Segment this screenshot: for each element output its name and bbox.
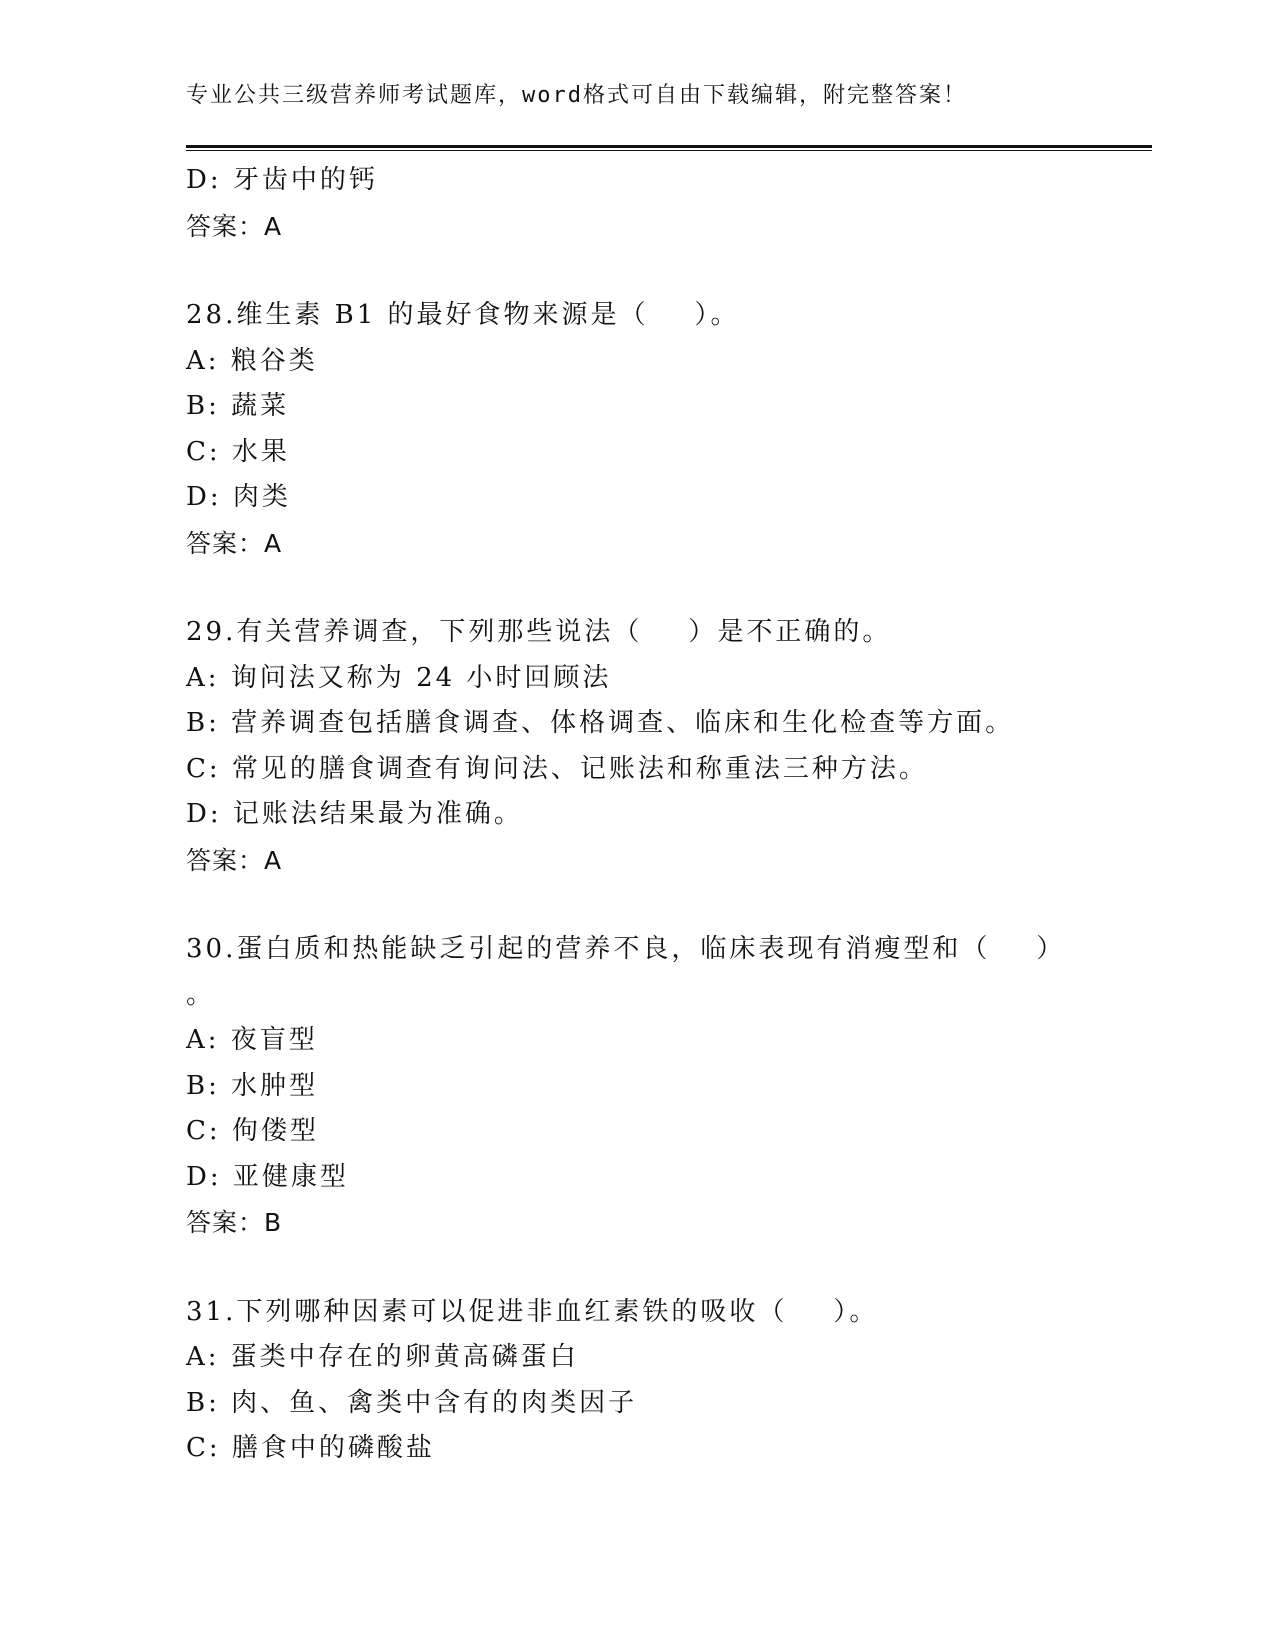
- option-d: D: 记账法结果最为准确。: [186, 799, 523, 829]
- option-c: C: 佝偻型: [186, 1116, 319, 1146]
- spacer: [186, 883, 1086, 927]
- header-rule-thick: [186, 145, 1152, 148]
- option-a: A: 蛋类中存在的卵黄高磷蛋白: [186, 1342, 579, 1372]
- option-d: D: 亚健康型: [186, 1161, 349, 1192]
- question-stem-end: ）。: [694, 300, 740, 330]
- option-a: A: 夜盲型: [186, 1025, 318, 1055]
- question-stem: [186, 610, 1086, 656]
- question-stem-end: ）: [1036, 934, 1066, 964]
- option-d: D: 肉类: [186, 482, 291, 512]
- option-c: C: 常见的膳食调查有询问法、记账法和称重法三种方法。: [186, 753, 928, 784]
- spacer: [186, 1246, 1086, 1290]
- question-stem-end: ）。: [833, 1296, 879, 1327]
- option-c: C: 水果: [186, 436, 290, 467]
- option-c: C: 膳食中的磷酸盐: [186, 1433, 435, 1463]
- option-b: B: 营养调查包括膳食调查、体格调查、临床和生化检查等方面。: [186, 708, 1015, 738]
- answer: 答案：A: [186, 845, 283, 875]
- option-b: B: 水肿型: [186, 1070, 319, 1101]
- question-stem-text: 29.有关营养调查，下列那些说法（: [186, 617, 643, 647]
- question-stem-text: 31.下列哪种因素可以促进非血红素铁的吸收（: [186, 1296, 788, 1327]
- question-stem-wrap: 。: [186, 979, 216, 1010]
- answer: 答案：B: [186, 1208, 283, 1237]
- page-header: 专业公共三级营养师考试题库，word格式可自由下载编辑，附完整答案！: [186, 83, 967, 108]
- option-a: A: 询问法又称为 24 小时回顾法: [186, 662, 612, 693]
- question-stem-end: ）是不正确的。: [688, 617, 892, 647]
- question-stem: [186, 293, 1086, 339]
- spacer: [186, 566, 1086, 610]
- question-list: [186, 158, 1086, 1472]
- spacer: [186, 249, 1086, 293]
- option-a: A: 粮谷类: [186, 345, 318, 376]
- question-stem: [186, 1290, 1086, 1336]
- option-b: B: 肉、鱼、禽类中含有的肉类因子: [186, 1387, 638, 1418]
- question-stem-text: 30.蛋白质和热能缺乏引起的营养不良，临床表现有消瘦型和（: [186, 934, 991, 964]
- question-stem: [186, 927, 1086, 973]
- option-d: D: 牙齿中的钙: [186, 165, 378, 195]
- question-stem-text: 28.维生素 B1 的最好食物来源是（: [186, 300, 649, 330]
- option-b: B: 蔬菜: [186, 391, 290, 421]
- answer: 答案：A: [186, 211, 283, 241]
- header-rule-thin: [186, 150, 1152, 151]
- answer: 答案：A: [186, 528, 283, 558]
